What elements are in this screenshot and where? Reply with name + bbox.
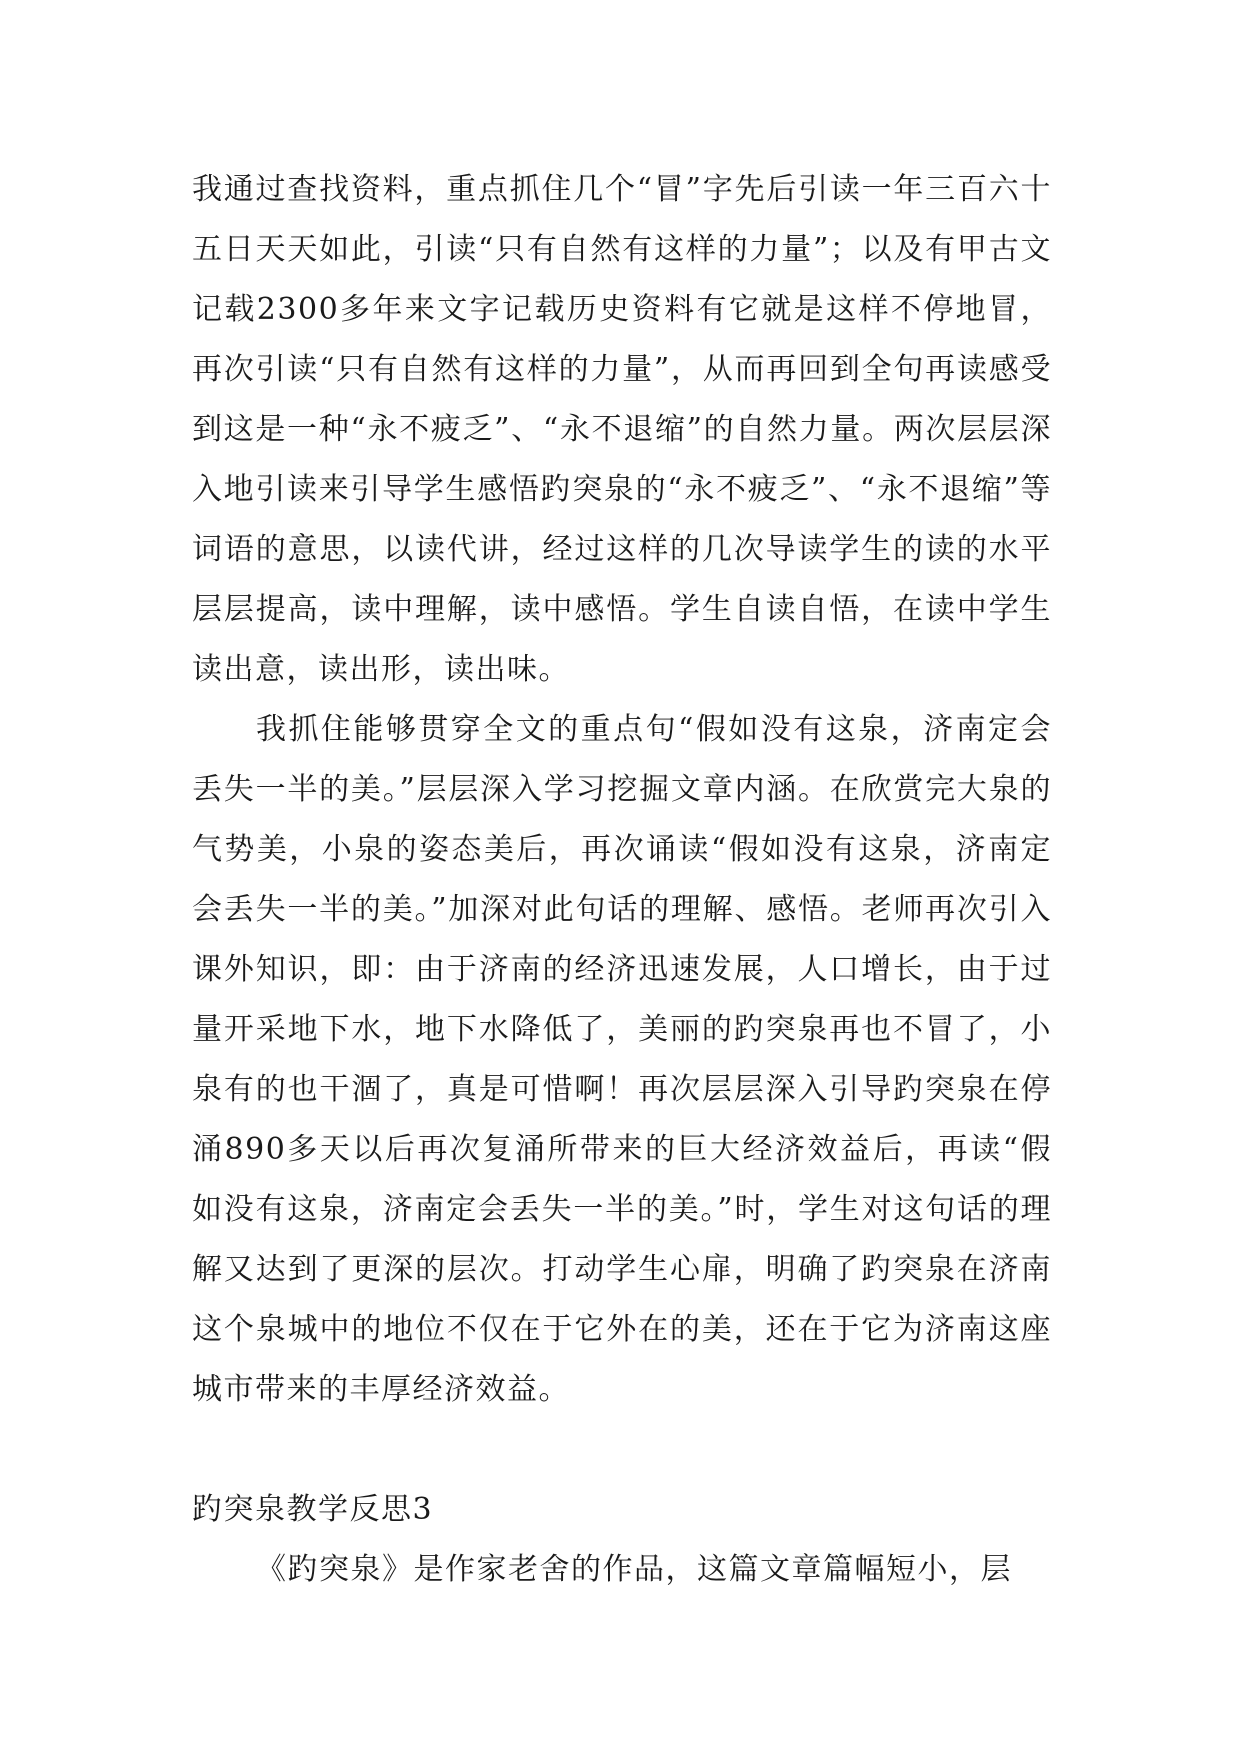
paragraph-spacer bbox=[192, 1420, 1052, 1480]
body-paragraph-1: 我通过查找资料，重点抓住几个“冒”字先后引读一年三百六十五日天天如此，引读“只有自然有这样的力量”；以及有甲古文记载2300多年来文字记载历史资料有它就是这样不停地冒，再次引读“只有自然有这样的力量”，从而再回到全句再读感受到这是一种“永不疲乏”、“永不退缩”的自然力量。两次层层深入地引读来引导学生感悟趵突泉的“永不疲乏”、“永不退缩”等词语的意思，以读代讲，经过这样的几次导读学生的读的水平层层提高，读中理解，读中感悟。学生自读自悟，在读中学生读出意，读出形，读出味。 bbox=[192, 172, 1052, 687]
body-paragraph-3: 《趵突泉》是作家老舍的作品，这篇文章篇幅短小，层 bbox=[256, 1552, 1012, 1587]
section-heading: 趵突泉教学反思3 bbox=[192, 1492, 434, 1527]
document-page bbox=[192, 160, 1052, 1600]
body-paragraph-2: 我抓住能够贯穿全文的重点句“假如没有这泉，济南定会丢失一半的美。”层层深入学习挖掘文章内涵。在欣赏完大泉的气势美，小泉的姿态美后，再次诵读“假如没有这泉，济南定会丢失一半的美。”加深对此句话的理解、感悟。老师再次引入课外知识，即：由于济南的经济迅速发展，人口增长，由于过量开采地下水，地下水降低了，美丽的趵突泉再也不冒了，小泉有的也干涸了，真是可惜啊！再次层层深入引导趵突泉在停涌890多天以后再次复涌所带来的巨大经济效益后，再读“假如没有这泉，济南定会丢失一半的美。”时，学生对这句话的理解又达到了更深的层次。打动学生心扉，明确了趵突泉在济南这个泉城中的地位不仅在于它外在的美，还在于它为济南这座城市带来的丰厚经济效益。 bbox=[192, 712, 1052, 1407]
